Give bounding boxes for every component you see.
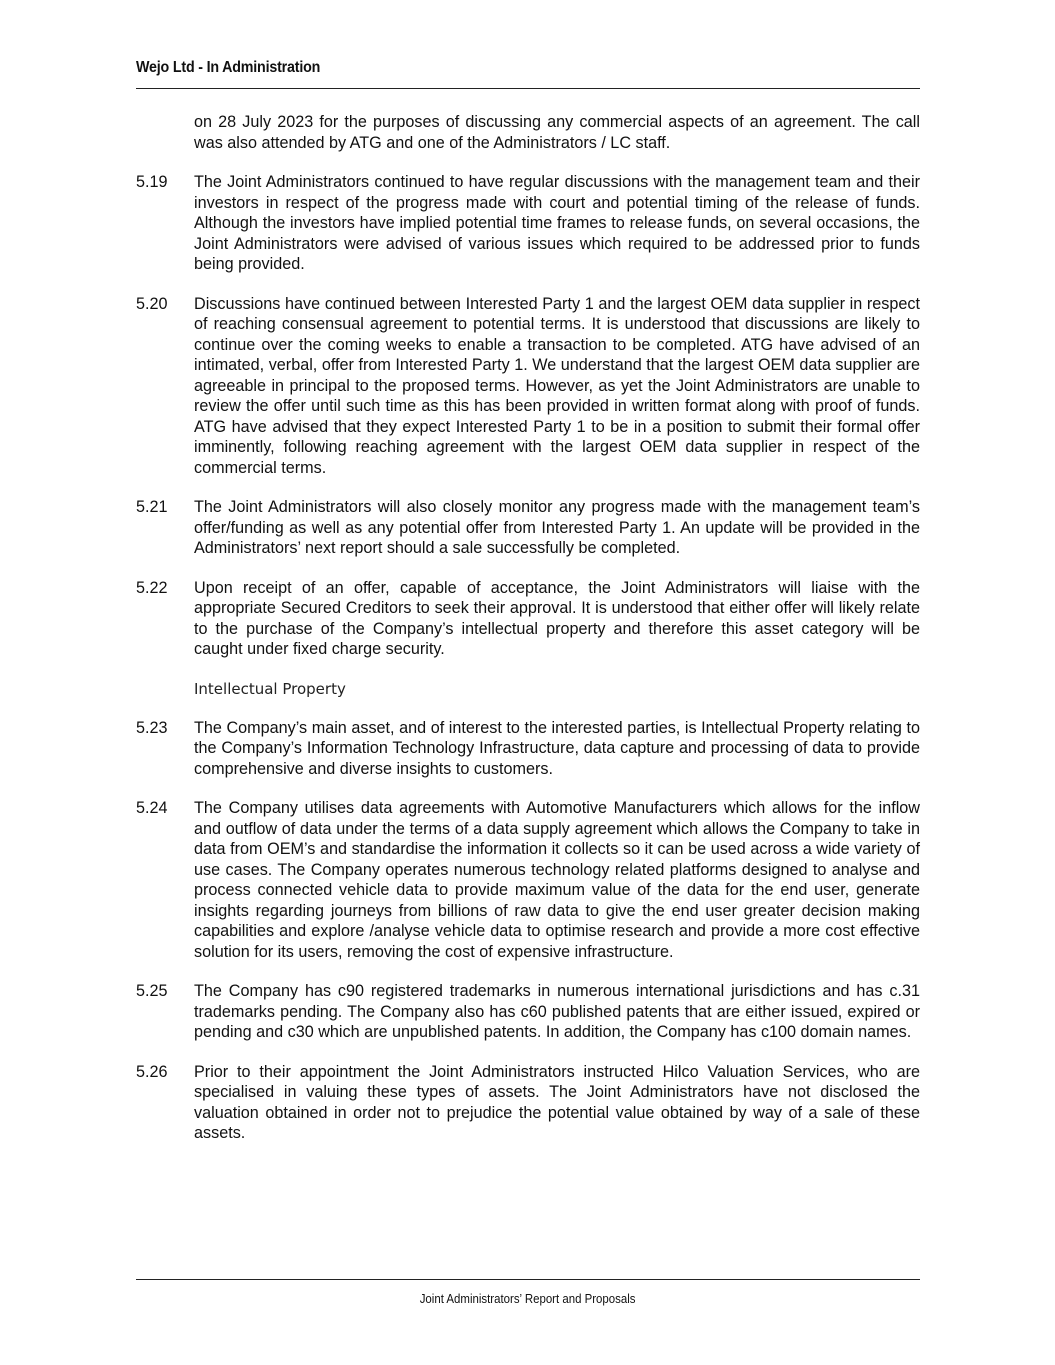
paragraph-5-23: [136, 718, 920, 780]
paragraph-number: 5.21: [136, 498, 168, 516]
continuation-paragraph: [136, 112, 920, 153]
paragraph-text: The Joint Administrators continued to have regular discussions with the management team and their investors in respect of the progress made with court and potential timing of the release of funds. Although the investors have implied potential time frames to release funds, on several occasions, the Joint Administrators were advised of various issues which required to be addressed prior to funds being provided.: [194, 173, 920, 273]
paragraph-5-26: [136, 1062, 920, 1144]
page-header: [136, 58, 920, 89]
paragraph-5-19: [136, 172, 920, 275]
paragraph-5-24: [136, 798, 920, 962]
paragraph-5-22: [136, 578, 920, 660]
paragraph-number: 5.26: [136, 1062, 168, 1081]
footer-text: Joint Administrators’ Report and Proposals: [420, 1291, 636, 1306]
paragraph-text: The Company utilises data agreements with Automotive Manufacturers which allows for the inflow and outflow of data under the terms of a data supply agreement which allows the Company to take in data from OEM’s and standardise the information it collects so it can be used across a wide variety of use cases. The Company operates numerous technology related platforms designed to analyse and process connected vehicle data to provide maximum value of the data for the end user, generate insights regarding journeys from billions of raw data to give the end user greater decision making capabilities and explore /analyse vehicle data to optimise research and provide a more cost effective solution for its users, removing the cost of expensive infrastructure.: [194, 799, 920, 961]
paragraph-text: The Joint Administrators will also closely monitor any progress made with the management team’s offer/funding as well as any potential offer from Interested Party 1. An update will be provided in the Administrators’ next report should a sale successfully be completed.: [194, 498, 920, 557]
page-footer: [136, 1279, 920, 1308]
report-body: [136, 112, 920, 1163]
paragraph-text: The Company has c90 registered trademarks in numerous international jurisdictions and has c.31 trademarks pending. The Company also has c60 published patents that are either issued, expired or pending and c30 which are unpublished patents. In addition, the Company has c100 domain names.: [194, 982, 920, 1041]
paragraph-number: 5.23: [136, 718, 168, 737]
paragraph-5-20: [136, 294, 920, 479]
paragraph-number: 5.19: [136, 173, 168, 191]
document-title: Wejo Ltd - In Administration: [136, 59, 321, 76]
paragraph-number: 5.22: [136, 578, 168, 597]
paragraph-text: on 28 July 2023 for the purposes of discussing any commercial aspects of an agreement. The call was also attended by ATG and one of the Administrators / LC staff.: [194, 113, 920, 152]
paragraph-number: 5.20: [136, 294, 168, 313]
paragraph-text: Prior to their appointment the Joint Administrators instructed Hilco Valuation Services, who are specialised in valuing these types of assets. The Joint Administrators have not disclosed the valuation obtained in order not to prejudice the potential value obtained by way of a sale of these assets.: [194, 1062, 920, 1142]
paragraph-5-25: [136, 981, 920, 1043]
paragraph-number: 5.24: [136, 799, 168, 817]
paragraph-text: Discussions have continued between Interested Party 1 and the largest OEM data supplier in respect of reaching consensual agreement to potential terms. It is understood that discussions are likely to continue over the coming weeks to enable a transaction to be completed. ATG have advised of an intimated, verbal, offer from Interested Party 1. We understand that the largest OEM data supplier are agreeable in principal to the proposed terms. However, as yet the Joint Administrators are unable to review the offer until such time as this has been provided in written format along with proof of funds. ATG have advised that they expect Interested Party 1 to be in a position to submit their formal offer imminently, following reaching agreement with the largest OEM data supplier in respect of the commercial terms.: [194, 294, 920, 477]
paragraph-text: Upon receipt of an offer, capable of acceptance, the Joint Administrators will liaise with the appropriate Secured Creditors to seek their approval. It is understood that either offer will likely relate to the purchase of the Company’s intellectual property and therefore this asset category will be caught under fixed charge security.: [194, 578, 920, 658]
paragraph-5-21: [136, 497, 920, 559]
paragraph-number: 5.25: [136, 982, 168, 1000]
section-subheading: Intellectual Property: [194, 679, 346, 698]
paragraph-text: The Company’s main asset, and of interest to the interested parties, is Intellectual Property relating to the Company’s Information Technology Infrastructure, data capture and processing of data to provide comprehensive and diverse insights to customers.: [194, 718, 920, 778]
